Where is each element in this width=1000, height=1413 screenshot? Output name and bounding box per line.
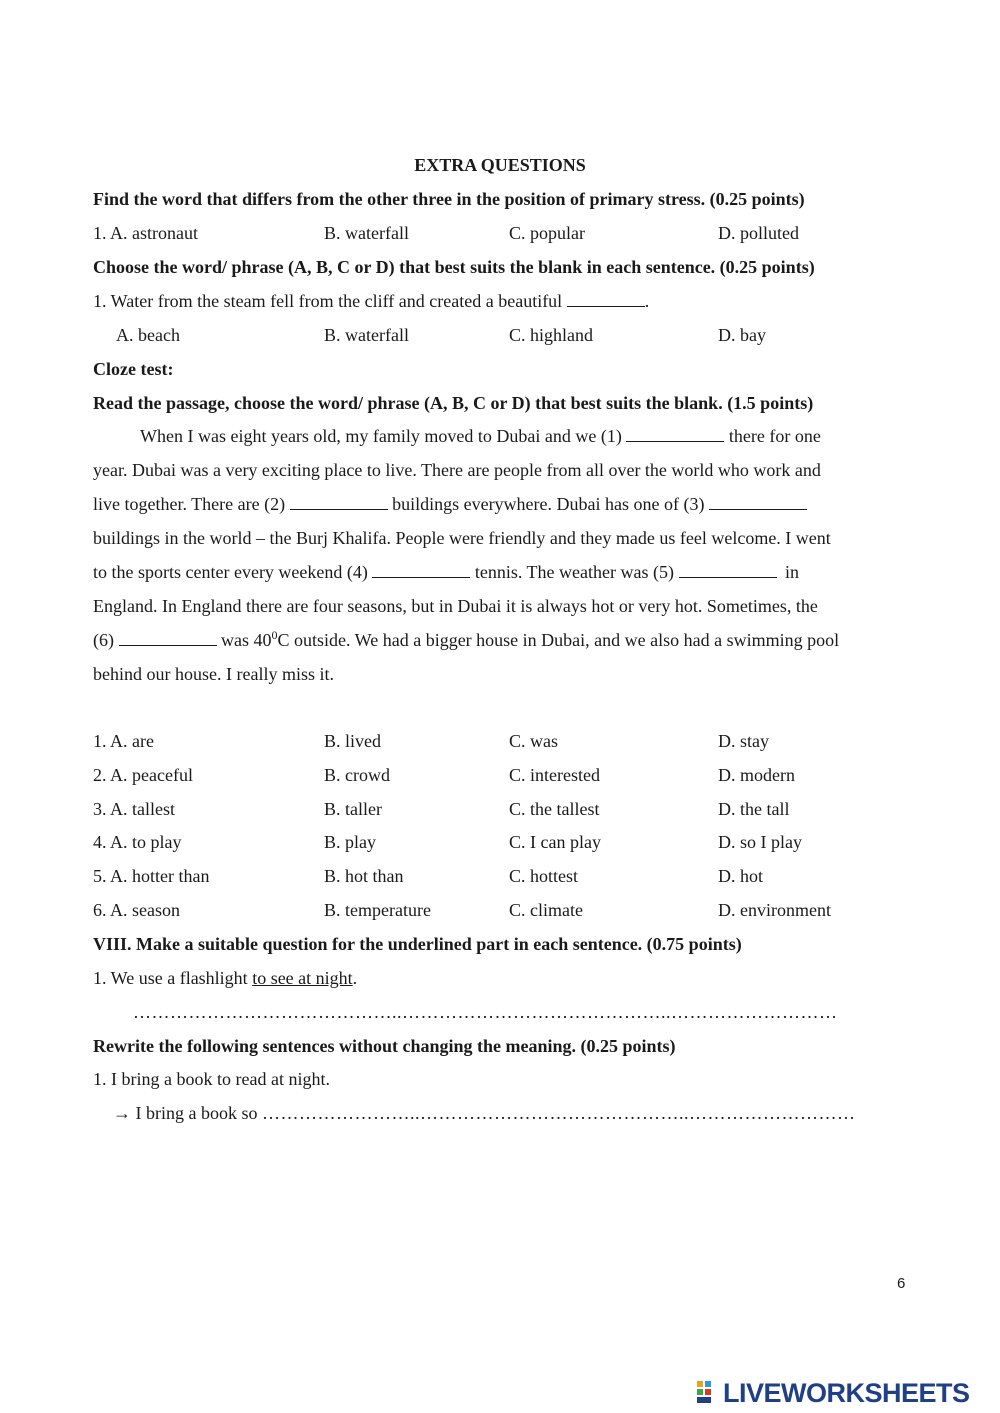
question-instruction: VIII. Make a suitable question for the underlined part in each sentence. (0.75 points) (93, 934, 742, 954)
passage-text: live together. There are (2) (93, 494, 286, 514)
option-d[interactable]: D. polluted (718, 223, 799, 243)
options-row (93, 797, 940, 821)
option-a[interactable]: 1. A. astronaut (93, 223, 198, 243)
underlined-part: to see at night (252, 968, 353, 988)
question-q1-end: . (352, 968, 358, 988)
option-d[interactable]: D. so I play (718, 832, 802, 852)
answer-blank[interactable] (567, 289, 645, 307)
passage-text: in (785, 562, 800, 582)
options-row (93, 729, 940, 753)
passage-line (93, 560, 940, 584)
answer-line[interactable]: ……………………..……………………………………..……………………… (261, 1103, 856, 1123)
option-b[interactable]: B. lived (324, 731, 381, 751)
passage-text: there for one (728, 426, 821, 446)
option-c[interactable]: C. highland (509, 325, 593, 345)
question-q1 (93, 966, 940, 990)
rewrite-instruction: Rewrite the following sentences without changing the meaning. (0.25 points) (93, 1036, 676, 1056)
choose-q1-options (116, 323, 940, 347)
cloze-instruction: Read the passage, choose the word/ phrase (A, B, C or D) that best suits the blank. (1.5 points) (93, 393, 814, 413)
option-a[interactable]: 1. A. are (93, 731, 154, 751)
option-d[interactable]: D. environment (718, 900, 831, 920)
blank-6[interactable] (119, 628, 217, 646)
option-a[interactable]: 5. A. hotter than (93, 866, 210, 886)
liveworksheets-wordmark: LIVEWORKSHEETS (723, 1377, 970, 1408)
passage-text: C outside. We had a bigger house in Dubai, and we also had a swimming pool (277, 630, 840, 650)
option-a[interactable]: 4. A. to play (93, 832, 182, 852)
passage-text: (6) (93, 630, 114, 650)
option-b[interactable]: B. waterfall (324, 325, 409, 345)
options-row (93, 898, 940, 922)
passage-text: was 40 (221, 630, 272, 650)
option-b[interactable]: B. waterfall (324, 223, 409, 243)
passage-text: to the sports center every weekend (4) (93, 562, 368, 582)
blank-3[interactable] (709, 492, 807, 510)
answer-line[interactable]: ……………………………………..……………………………………..……………………… (133, 1002, 838, 1022)
option-c[interactable]: C. was (509, 731, 558, 751)
degree-superscript: 0 (271, 628, 278, 642)
option-b[interactable]: B. taller (324, 799, 382, 819)
passage-line: buildings in the world – the Burj Khalifa. People were friendly and they made us feel welcome. I went (93, 528, 831, 548)
passage-line (93, 492, 940, 516)
option-a[interactable]: 3. A. tallest (93, 799, 175, 819)
option-b[interactable]: B. crowd (324, 765, 390, 785)
option-b[interactable]: B. play (324, 832, 376, 852)
option-c[interactable]: C. popular (509, 223, 585, 243)
passage-text: buildings everywhere. Dubai has one of (3) (392, 494, 705, 514)
rewrite-prompt: → I bring a book so (113, 1103, 258, 1123)
blank-1[interactable] (626, 424, 724, 442)
liveworksheets-logo[interactable] (697, 1378, 970, 1408)
option-b[interactable]: B. hot than (324, 866, 404, 886)
option-c[interactable]: C. hottest (509, 866, 579, 886)
choose-q1-text: 1. Water from the steam fell from the cliff and created a beautiful (93, 291, 563, 311)
passage-text: When I was eight years old, my family moved to Dubai and we (1) (140, 426, 622, 446)
passage-text: tennis. The weather was (5) (474, 562, 674, 582)
page-number: 6 (897, 1275, 906, 1292)
option-b[interactable]: B. temperature (324, 900, 431, 920)
passage-line: England. In England there are four seasons, but in Dubai it is always hot or very hot. Sometimes, the (93, 596, 818, 616)
liveworksheets-logo-icon (697, 1381, 719, 1405)
option-c[interactable]: C. the tallest (509, 799, 600, 819)
choose-q1-end: . (644, 291, 650, 311)
option-c[interactable]: C. interested (509, 765, 600, 785)
blank-5[interactable] (679, 560, 777, 578)
passage-line (140, 424, 940, 448)
option-c[interactable]: C. I can play (509, 832, 601, 852)
option-a[interactable]: 6. A. season (93, 900, 180, 920)
passage-line: year. Dubai was a very exciting place to live. There are people from all over the world who work and (93, 460, 821, 480)
stress-q1-options (93, 221, 940, 245)
choose-q1 (93, 289, 940, 313)
option-a[interactable]: 2. A. peaceful (93, 765, 193, 785)
passage-line (93, 628, 940, 652)
options-row (93, 763, 940, 787)
stress-instruction: Find the word that differs from the other three in the position of primary stress. (0.25 points) (93, 189, 805, 209)
option-a[interactable]: A. beach (116, 325, 180, 345)
choose-instruction: Choose the word/ phrase (A, B, C or D) that best suits the blank in each sentence. (0.25 points) (93, 257, 815, 277)
options-row (93, 864, 940, 888)
blank-4[interactable] (372, 560, 470, 578)
rewrite-q1: 1. I bring a book to read at night. (93, 1069, 330, 1089)
option-c[interactable]: C. climate (509, 900, 583, 920)
page-title: EXTRA QUESTIONS (414, 155, 586, 175)
option-d[interactable]: D. hot (718, 866, 763, 886)
cloze-heading: Cloze test: (93, 359, 174, 379)
option-d[interactable]: D. modern (718, 765, 795, 785)
option-d[interactable]: D. stay (718, 731, 769, 751)
option-d[interactable]: D. the tall (718, 799, 790, 819)
rewrite-q1-answer (113, 1101, 940, 1125)
options-row (93, 830, 940, 854)
passage-line: behind our house. I really miss it. (93, 664, 334, 684)
option-d[interactable]: D. bay (718, 325, 766, 345)
blank-2[interactable] (290, 492, 388, 510)
question-q1-text: 1. We use a flashlight (93, 968, 248, 988)
